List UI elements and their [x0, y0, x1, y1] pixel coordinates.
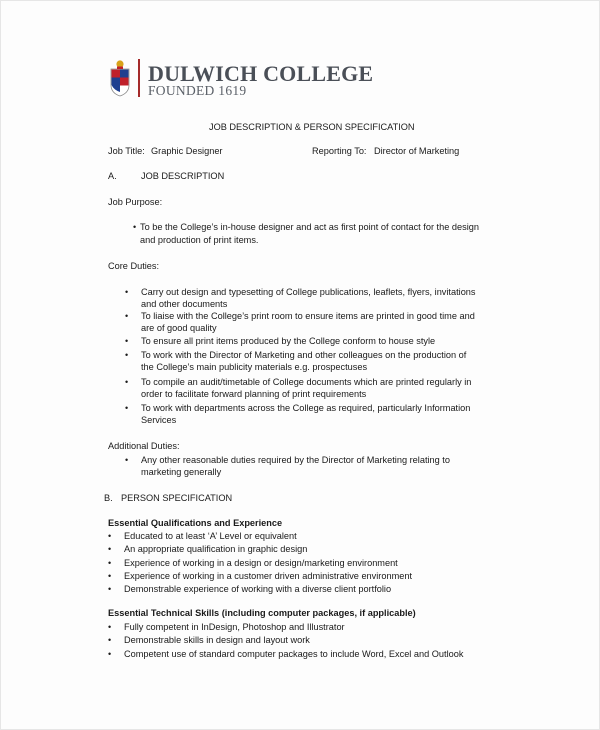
bullet-icon: •: [108, 635, 112, 645]
bullet-icon: •: [125, 287, 129, 297]
core-duties-heading: Core Duties:: [108, 261, 160, 271]
technical-skill-item: Demonstrable skills in design and layout work: [124, 635, 310, 645]
qualification-item: Educated to at least ‘A’ Level or equivalent: [124, 531, 297, 541]
bullet-icon: •: [125, 455, 129, 465]
core-duty-4-line-2: the College’s main publicity materials e.g. prospectuses: [141, 362, 368, 372]
section-a-letter: A.: [108, 171, 117, 181]
job-purpose-line-2: and production of print items.: [140, 235, 259, 245]
bullet-icon: •: [133, 222, 137, 232]
qualification-item: Experience of working in a customer driven administrative environment: [124, 571, 413, 581]
college-founded: FOUNDED 1619: [148, 83, 247, 98]
college-name: DULWICH COLLEGE: [148, 61, 374, 86]
reporting-to-label: Reporting To:: [312, 146, 367, 156]
core-duty-6-line-2: Services: [141, 415, 177, 425]
section-b-title: PERSON SPECIFICATION: [121, 493, 233, 503]
document-title: JOB DESCRIPTION & PERSON SPECIFICATION: [209, 122, 415, 132]
bullet-icon: •: [125, 377, 129, 387]
technical-skills-heading: Essential Technical Skills (including computer packages, if applicable): [108, 608, 416, 618]
additional-duties-heading: Additional Duties:: [108, 441, 180, 451]
core-duty-6-line-1: To work with departments across the College as required, particularly Information: [141, 403, 471, 413]
core-duty-5-line-2: order to facilitate forward planning of print requirements: [141, 389, 367, 399]
bullet-icon: •: [108, 544, 112, 554]
additional-duty-line-1: Any other reasonable duties required by the Director of Marketing relating to: [141, 455, 450, 465]
bullet-icon: •: [125, 311, 129, 321]
bullet-icon: •: [125, 403, 129, 413]
qualification-item: Experience of working in a design or design/marketing environment: [124, 558, 398, 568]
bullet-icon: •: [125, 336, 129, 346]
core-duty-1-line-1: Carry out design and typesetting of College publications, leaflets, flyers, invitations: [141, 287, 476, 297]
qualification-item: An appropriate qualification in graphic design: [124, 544, 308, 554]
additional-duty-line-2: marketing generally: [141, 467, 222, 477]
core-duty-3-line-1: To ensure all print items produced by the College conform to house style: [141, 336, 436, 346]
core-duty-2-line-2: are of good quality: [141, 323, 217, 333]
bullet-icon: •: [108, 571, 112, 581]
section-a-title: JOB DESCRIPTION: [141, 171, 225, 181]
bullet-icon: •: [108, 649, 112, 659]
bullet-icon: •: [125, 350, 129, 360]
core-duty-4-line-1: To work with the Director of Marketing and other colleagues on the production of: [141, 350, 467, 360]
job-title-value: Graphic Designer: [151, 146, 223, 156]
logo-divider: [138, 59, 140, 97]
core-duty-2-line-1: To liaise with the College’s print room to ensure items are printed in good time and: [141, 311, 475, 321]
core-duty-5-line-1: To compile an audit/timetable of College documents which are printed regularly in: [141, 377, 472, 387]
job-title-label: Job Title:: [108, 146, 145, 156]
bullet-icon: •: [108, 558, 112, 568]
technical-skill-item: Competent use of standard computer packages to include Word, Excel and Outlook: [124, 649, 464, 659]
bullet-icon: •: [108, 531, 112, 541]
bullet-icon: •: [108, 584, 112, 594]
qualification-item: Demonstrable experience of working with a diverse client portfolio: [124, 584, 392, 594]
job-purpose-heading: Job Purpose:: [108, 197, 163, 207]
core-duty-1-line-2: and other documents: [141, 299, 228, 309]
reporting-to-value: Director of Marketing: [374, 146, 460, 156]
bullet-icon: •: [108, 622, 112, 632]
qualifications-heading: Essential Qualifications and Experience: [108, 518, 283, 528]
college-crest-icon: [109, 59, 131, 97]
section-b-letter: B.: [104, 493, 113, 503]
technical-skill-item: Fully competent in InDesign, Photoshop and Illustrator: [124, 622, 345, 632]
job-purpose-line-1: To be the College’s in-house designer and act as first point of contact for the design: [140, 222, 479, 232]
